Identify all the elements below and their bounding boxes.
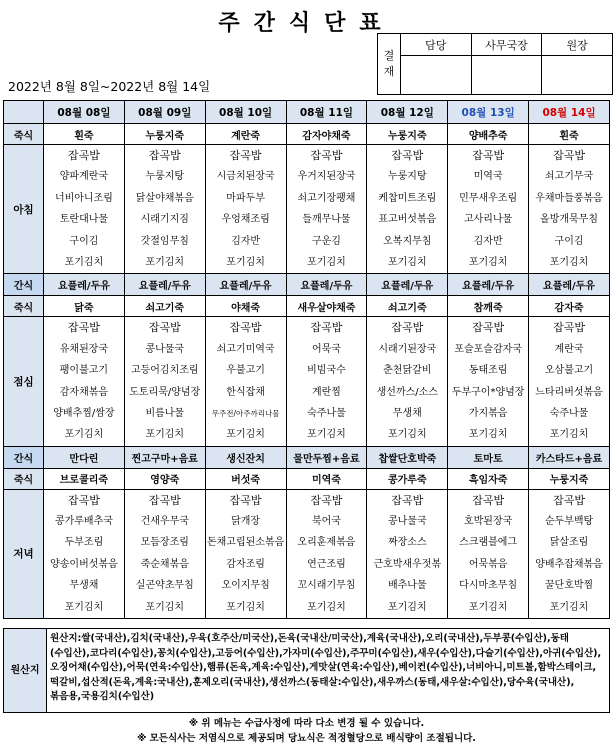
lunch-meal-row	[4, 317, 610, 446]
menu-item: 시래기된장국	[378, 343, 437, 355]
menu-item: 어묵볶음	[468, 558, 508, 570]
note-low-salt: ※ 모든식사는 저염식으로 제공되며 당뇨식은 적정혈당으로 배식량이 조절됩니다.	[137, 733, 476, 744]
menu-item: 마파두부	[226, 192, 265, 204]
menu-item: 포기김치	[387, 256, 427, 268]
meal-cell	[448, 145, 529, 274]
day-header-saturday: 08월 13일	[448, 101, 529, 124]
menu-item: 잡곡밥	[310, 493, 343, 507]
menu-item: 계란국	[554, 343, 584, 355]
menu-item: 고등어김치조림	[130, 365, 199, 377]
menu-item: 우채마들풍볶음	[535, 192, 603, 204]
day-header: 08월 12일	[367, 101, 448, 124]
meal-cell	[44, 489, 125, 618]
breakfast-porridge-row	[4, 124, 610, 145]
menu-item: 고사리나물	[463, 214, 513, 226]
day-header-sunday: 08월 14일	[529, 101, 610, 124]
menu-item: 꿀단호박찜	[544, 580, 594, 592]
menu-item: 비빔국수	[307, 365, 346, 377]
menu-item: 포기김치	[468, 429, 508, 441]
menu-item: 포기김치	[307, 256, 346, 268]
category-label: 간식	[4, 274, 44, 296]
day-header-row	[4, 101, 610, 124]
menu-item: 포슬포슬감자국	[454, 343, 522, 355]
snack-cell: 물만두찜+음료	[286, 446, 367, 468]
snack-cell: 요플레/두유	[529, 274, 610, 296]
menu-item: 닭살조림	[549, 537, 589, 549]
menu-item: 북어국	[311, 516, 341, 528]
porridge-cell: 콩가루죽	[367, 468, 448, 489]
meal-cell	[205, 489, 286, 618]
menu-item: 양배추찜/쌈장	[53, 407, 115, 419]
porridge-cell: 흑임자죽	[448, 468, 529, 489]
menu-item: 모듬장조림	[140, 537, 189, 549]
menu-item: 포기김치	[64, 429, 104, 441]
menu-item: 잡곡밥	[67, 321, 100, 335]
note-change: ※ 위 메뉴는 수급사정에 따라 다소 변경 될 수 있습니다.	[188, 718, 425, 729]
meal-cell	[44, 145, 125, 274]
menu-item: 포기김치	[226, 601, 265, 613]
snack_pm-row	[4, 446, 610, 468]
snack-cell: 요플레/두유	[124, 274, 205, 296]
porridge-cell: 새우살야채죽	[286, 296, 367, 317]
menu-item: 잡곡밥	[553, 321, 585, 335]
approval-box	[377, 33, 613, 95]
menu-item: 콩가루배추국	[54, 516, 113, 528]
menu-item: 닭살야채볶음	[135, 192, 194, 204]
porridge-cell: 영양죽	[124, 468, 205, 489]
menu-item: 포기김치	[145, 256, 185, 268]
menu-item: 꼬시래기무침	[297, 580, 356, 592]
menu-item: 죽순채볶음	[140, 558, 189, 570]
approval-role-manager: 사무국장	[471, 34, 542, 56]
snack-cell: 카스타드+음료	[529, 446, 610, 468]
menu-item: 양송이버섯볶음	[50, 558, 118, 570]
porridge-cell: 미역죽	[286, 468, 367, 489]
origin-section	[3, 628, 610, 713]
menu-item: 다시마초무침	[459, 580, 518, 592]
menu-item: 건새우무국	[140, 516, 189, 528]
day-header: 08월 11일	[286, 101, 367, 124]
porridge-cell: 쇠고기죽	[367, 296, 448, 317]
menu-item: 짜장소스	[387, 537, 427, 549]
meal-cell	[44, 317, 125, 446]
meal-cell	[448, 489, 529, 618]
menu-item: 무주전/아주까리나물	[211, 408, 280, 418]
menu-item: 닭개장	[231, 516, 261, 528]
menu-item: 누룽지탕	[145, 171, 185, 183]
menu-item: 무생채	[69, 580, 99, 592]
menu-item: 민무새우조림	[459, 192, 518, 204]
menu-item: 시금치된장국	[216, 171, 275, 183]
menu-item: 감자조림	[226, 558, 265, 570]
menu-item: 오리훈제볶음	[297, 537, 356, 549]
porridge-cell: 흰죽	[44, 124, 125, 145]
menu-item: 우거지된장국	[297, 171, 356, 183]
snack-cell: 요플레/두유	[44, 274, 125, 296]
menu-item: 잡곡밥	[472, 493, 505, 507]
meal-cell	[205, 317, 286, 446]
menu-item: 토란대나물	[59, 214, 109, 226]
menu-item: 올방개묵무침	[540, 214, 599, 226]
menu-item: 생선까스/소스	[376, 386, 438, 398]
approval-role-staff: 담당	[400, 34, 471, 56]
porridge-cell: 누룽지죽	[529, 468, 610, 489]
menu-item: 포기김치	[64, 256, 104, 268]
menu-item: 콩나물국	[387, 516, 427, 528]
menu-item: 무생채	[392, 407, 422, 419]
menu-item: 양파계란국	[59, 171, 109, 183]
menu-item: 구이김	[69, 235, 99, 247]
menu-item: 숙주나물	[307, 407, 346, 419]
menu-item: 포기김치	[549, 429, 589, 441]
menu-item: 갓절임무침	[140, 235, 189, 247]
menu-item: 쇠고기무국	[544, 171, 594, 183]
menu-item: 비름나물	[145, 407, 185, 419]
porridge-cell: 흰죽	[529, 124, 610, 145]
menu-item: 너비아니조림	[54, 192, 113, 204]
snack-cell: 찹쌀단호박죽	[367, 446, 448, 468]
menu-item: 오이지무침	[221, 580, 270, 592]
menu-item: 양배추잡채볶음	[535, 558, 603, 570]
menu-item: 잡곡밥	[553, 493, 585, 507]
menu-item: 순두부백탕	[544, 516, 594, 528]
category-label: 죽식	[4, 296, 44, 317]
menu-item: 동태조림	[468, 365, 508, 377]
category-label: 죽식	[4, 124, 44, 145]
porridge-cell: 쇠고기죽	[124, 296, 205, 317]
menu-item: 잡곡밥	[67, 149, 100, 162]
category-label: 점심	[4, 317, 44, 446]
category-label: 아침	[4, 145, 44, 274]
menu-item: 표고버섯볶음	[378, 214, 437, 226]
menu-item: 포기김치	[387, 429, 427, 441]
porridge-cell: 참깨죽	[448, 296, 529, 317]
menu-item: 포기김치	[145, 429, 185, 441]
menu-item: 누룽지탕	[387, 171, 427, 183]
meal-cell	[286, 317, 367, 446]
menu-item: 미역국	[473, 171, 503, 183]
category-label: 저녁	[4, 489, 44, 618]
porridge-cell: 누룽지죽	[124, 124, 205, 145]
approval-sign-staff[interactable]	[400, 56, 471, 95]
day-header: 08월 09일	[124, 101, 205, 124]
meal-cell	[529, 317, 610, 446]
menu-item: 포기김치	[549, 256, 589, 268]
meal-cell	[529, 489, 610, 618]
menu-item: 잡곡밥	[391, 149, 424, 162]
menu-item: 들깨무나물	[302, 214, 351, 226]
porridge-cell: 브로콜리죽	[44, 468, 125, 489]
origin-text: 원산지:쌀(국내산),김치(국내산),우육(호주산/미국산),돈육(국내산/미국산),계육(국내산),오리(국내산),두부콩(수입산),동태(수입산),코다리(수입산),꽁치(수입산),고등어(수입산),가자미(수입산),주꾸미(수입산),새우(수입산),다슬기(수입산),아귀(수입산),오징어채(수입산),어묵(연육:수입산),햄류(돈육,계육:수입산),게맛살(연육:수입산),베이컨(수입산),너비아니,미트볼,함박스테이크,떡갈비,섭산적(돈육,계육:국내산),훈제오리(국내산),생선까스(동태살:수입산),새우까스(동태,새우살:수입산),당수육(국내산),볶음용,국용김치(수입산)	[50, 633, 602, 702]
menu-item: 돈채고립된소볶음	[206, 537, 285, 549]
meal-cell	[367, 145, 448, 274]
porridge-cell: 닭죽	[44, 296, 125, 317]
menu-item: 잡곡밥	[148, 149, 181, 162]
menu-item: 오삼불고기	[544, 365, 594, 377]
menu-table	[3, 100, 610, 619]
day-header: 08월 08일	[44, 101, 125, 124]
menu-item: 잡곡밥	[553, 149, 585, 162]
menu-item: 두부구이*양념장	[451, 386, 525, 398]
porridge-cell: 누룽지죽	[367, 124, 448, 145]
menu-item: 잡곡밥	[67, 493, 100, 507]
snack-cell: 만다린	[44, 446, 125, 468]
menu-item: 한식잡채	[226, 386, 265, 398]
menu-item: 도토리묵/양념장	[129, 386, 201, 398]
day-header: 08월 10일	[205, 101, 286, 124]
meal-cell	[205, 145, 286, 274]
menu-item: 배추나물	[387, 580, 427, 592]
porridge-cell: 감자죽	[529, 296, 610, 317]
breakfast-meal-row	[4, 145, 610, 274]
menu-item: 가지볶음	[468, 407, 508, 419]
porridge-cell: 야채죽	[205, 296, 286, 317]
meal-cell	[448, 317, 529, 446]
meal-cell	[124, 489, 205, 618]
porridge-cell: 감자야채죽	[286, 124, 367, 145]
menu-item: 잡곡밥	[391, 493, 424, 507]
dinner-meal-row	[4, 489, 610, 618]
menu-item: 느타리버섯볶음	[535, 386, 603, 398]
menu-item: 포기김치	[226, 256, 265, 268]
approval-role-director: 원장	[542, 34, 613, 56]
menu-item: 잡곡밥	[310, 149, 343, 162]
category-label: 간식	[4, 446, 44, 468]
approval-sign-director[interactable]	[542, 56, 613, 95]
approval-sign-manager[interactable]	[471, 56, 542, 95]
menu-item: 오복지무침	[383, 235, 432, 247]
menu-item: 계란찜	[311, 386, 341, 398]
meal-cell	[286, 145, 367, 274]
menu-item: 연근조림	[307, 558, 346, 570]
menu-item: 잡곡밥	[310, 321, 343, 335]
menu-item: 구이김	[554, 235, 584, 247]
snack_am-row	[4, 274, 610, 296]
menu-item: 포기김치	[549, 601, 589, 613]
category-label: 죽식	[4, 468, 44, 489]
porridge-cell: 양배추죽	[448, 124, 529, 145]
notes	[0, 716, 613, 746]
snack-cell: 토마토	[448, 446, 529, 468]
porridge-cell: 버섯죽	[205, 468, 286, 489]
meal-cell	[286, 489, 367, 618]
menu-item: 김자반	[231, 235, 261, 247]
snack-cell: 생신잔치	[205, 446, 286, 468]
menu-item: 쇠고기장팽채	[297, 192, 356, 204]
menu-item: 포기김치	[64, 601, 104, 613]
dinner-porridge-row	[4, 468, 610, 489]
menu-item: 포기김치	[226, 429, 265, 441]
menu-item: 두부조림	[64, 537, 104, 549]
header-corner	[4, 101, 44, 124]
meal-cell	[124, 317, 205, 446]
menu-item: 잡곡밥	[229, 149, 262, 162]
menu-item: 포기김치	[468, 256, 508, 268]
approval-label: 결 재	[378, 34, 401, 95]
menu-item: 구운김	[311, 235, 341, 247]
menu-item: 우엉채조림	[221, 214, 270, 226]
origin-label: 원산지	[4, 629, 47, 712]
snack-cell: 요플레/두유	[286, 274, 367, 296]
menu-item: 잡곡밥	[229, 321, 262, 335]
menu-item: 시래기지짐	[140, 214, 189, 226]
menu-item: 근호박새우젓볶	[373, 558, 442, 570]
meal-cell	[367, 317, 448, 446]
menu-item: 우불고기	[226, 365, 265, 377]
menu-item: 실곤약초무침	[135, 580, 194, 592]
menu-item: 포기김치	[145, 601, 185, 613]
snack-cell: 요플레/두유	[205, 274, 286, 296]
date-range: 2022년 8월 8일~2022년 8월 14일	[8, 79, 211, 94]
menu-item: 콩나물국	[145, 343, 185, 355]
menu-item: 감자채볶음	[59, 386, 109, 398]
menu-item: 김자반	[473, 235, 503, 247]
porridge-cell: 계란죽	[205, 124, 286, 145]
menu-item: 잡곡밥	[391, 321, 424, 335]
snack-cell: 요플레/두유	[367, 274, 448, 296]
menu-item: 팽이불고기	[59, 365, 109, 377]
menu-item: 호박된장국	[463, 516, 513, 528]
lunch-porridge-row	[4, 296, 610, 317]
menu-item: 포기김치	[307, 429, 346, 441]
menu-item: 쇠고기미역국	[216, 343, 275, 355]
menu-item: 포기김치	[468, 601, 508, 613]
menu-item: 잡곡밥	[229, 493, 262, 507]
snack-cell: 찐고구마+음료	[124, 446, 205, 468]
menu-item: 춘천닭갈비	[383, 365, 432, 377]
meal-cell	[529, 145, 610, 274]
page-title: 주간식단표	[218, 10, 395, 36]
menu-item: 잡곡밥	[472, 321, 505, 335]
snack-cell: 요플레/두유	[448, 274, 529, 296]
meal-cell	[124, 145, 205, 274]
menu-item: 유채된장국	[59, 343, 109, 355]
menu-item: 포기김치	[307, 601, 346, 613]
menu-item: 스크램블에그	[459, 537, 518, 549]
menu-item: 어묵국	[311, 343, 341, 355]
menu-item: 잡곡밥	[148, 321, 181, 335]
menu-item: 잡곡밥	[472, 149, 505, 162]
menu-item: 케찹미트조림	[378, 192, 437, 204]
menu-item: 포기김치	[387, 601, 427, 613]
menu-item: 잡곡밥	[148, 493, 181, 507]
menu-item: 숙주나물	[549, 407, 589, 419]
meal-cell	[367, 489, 448, 618]
